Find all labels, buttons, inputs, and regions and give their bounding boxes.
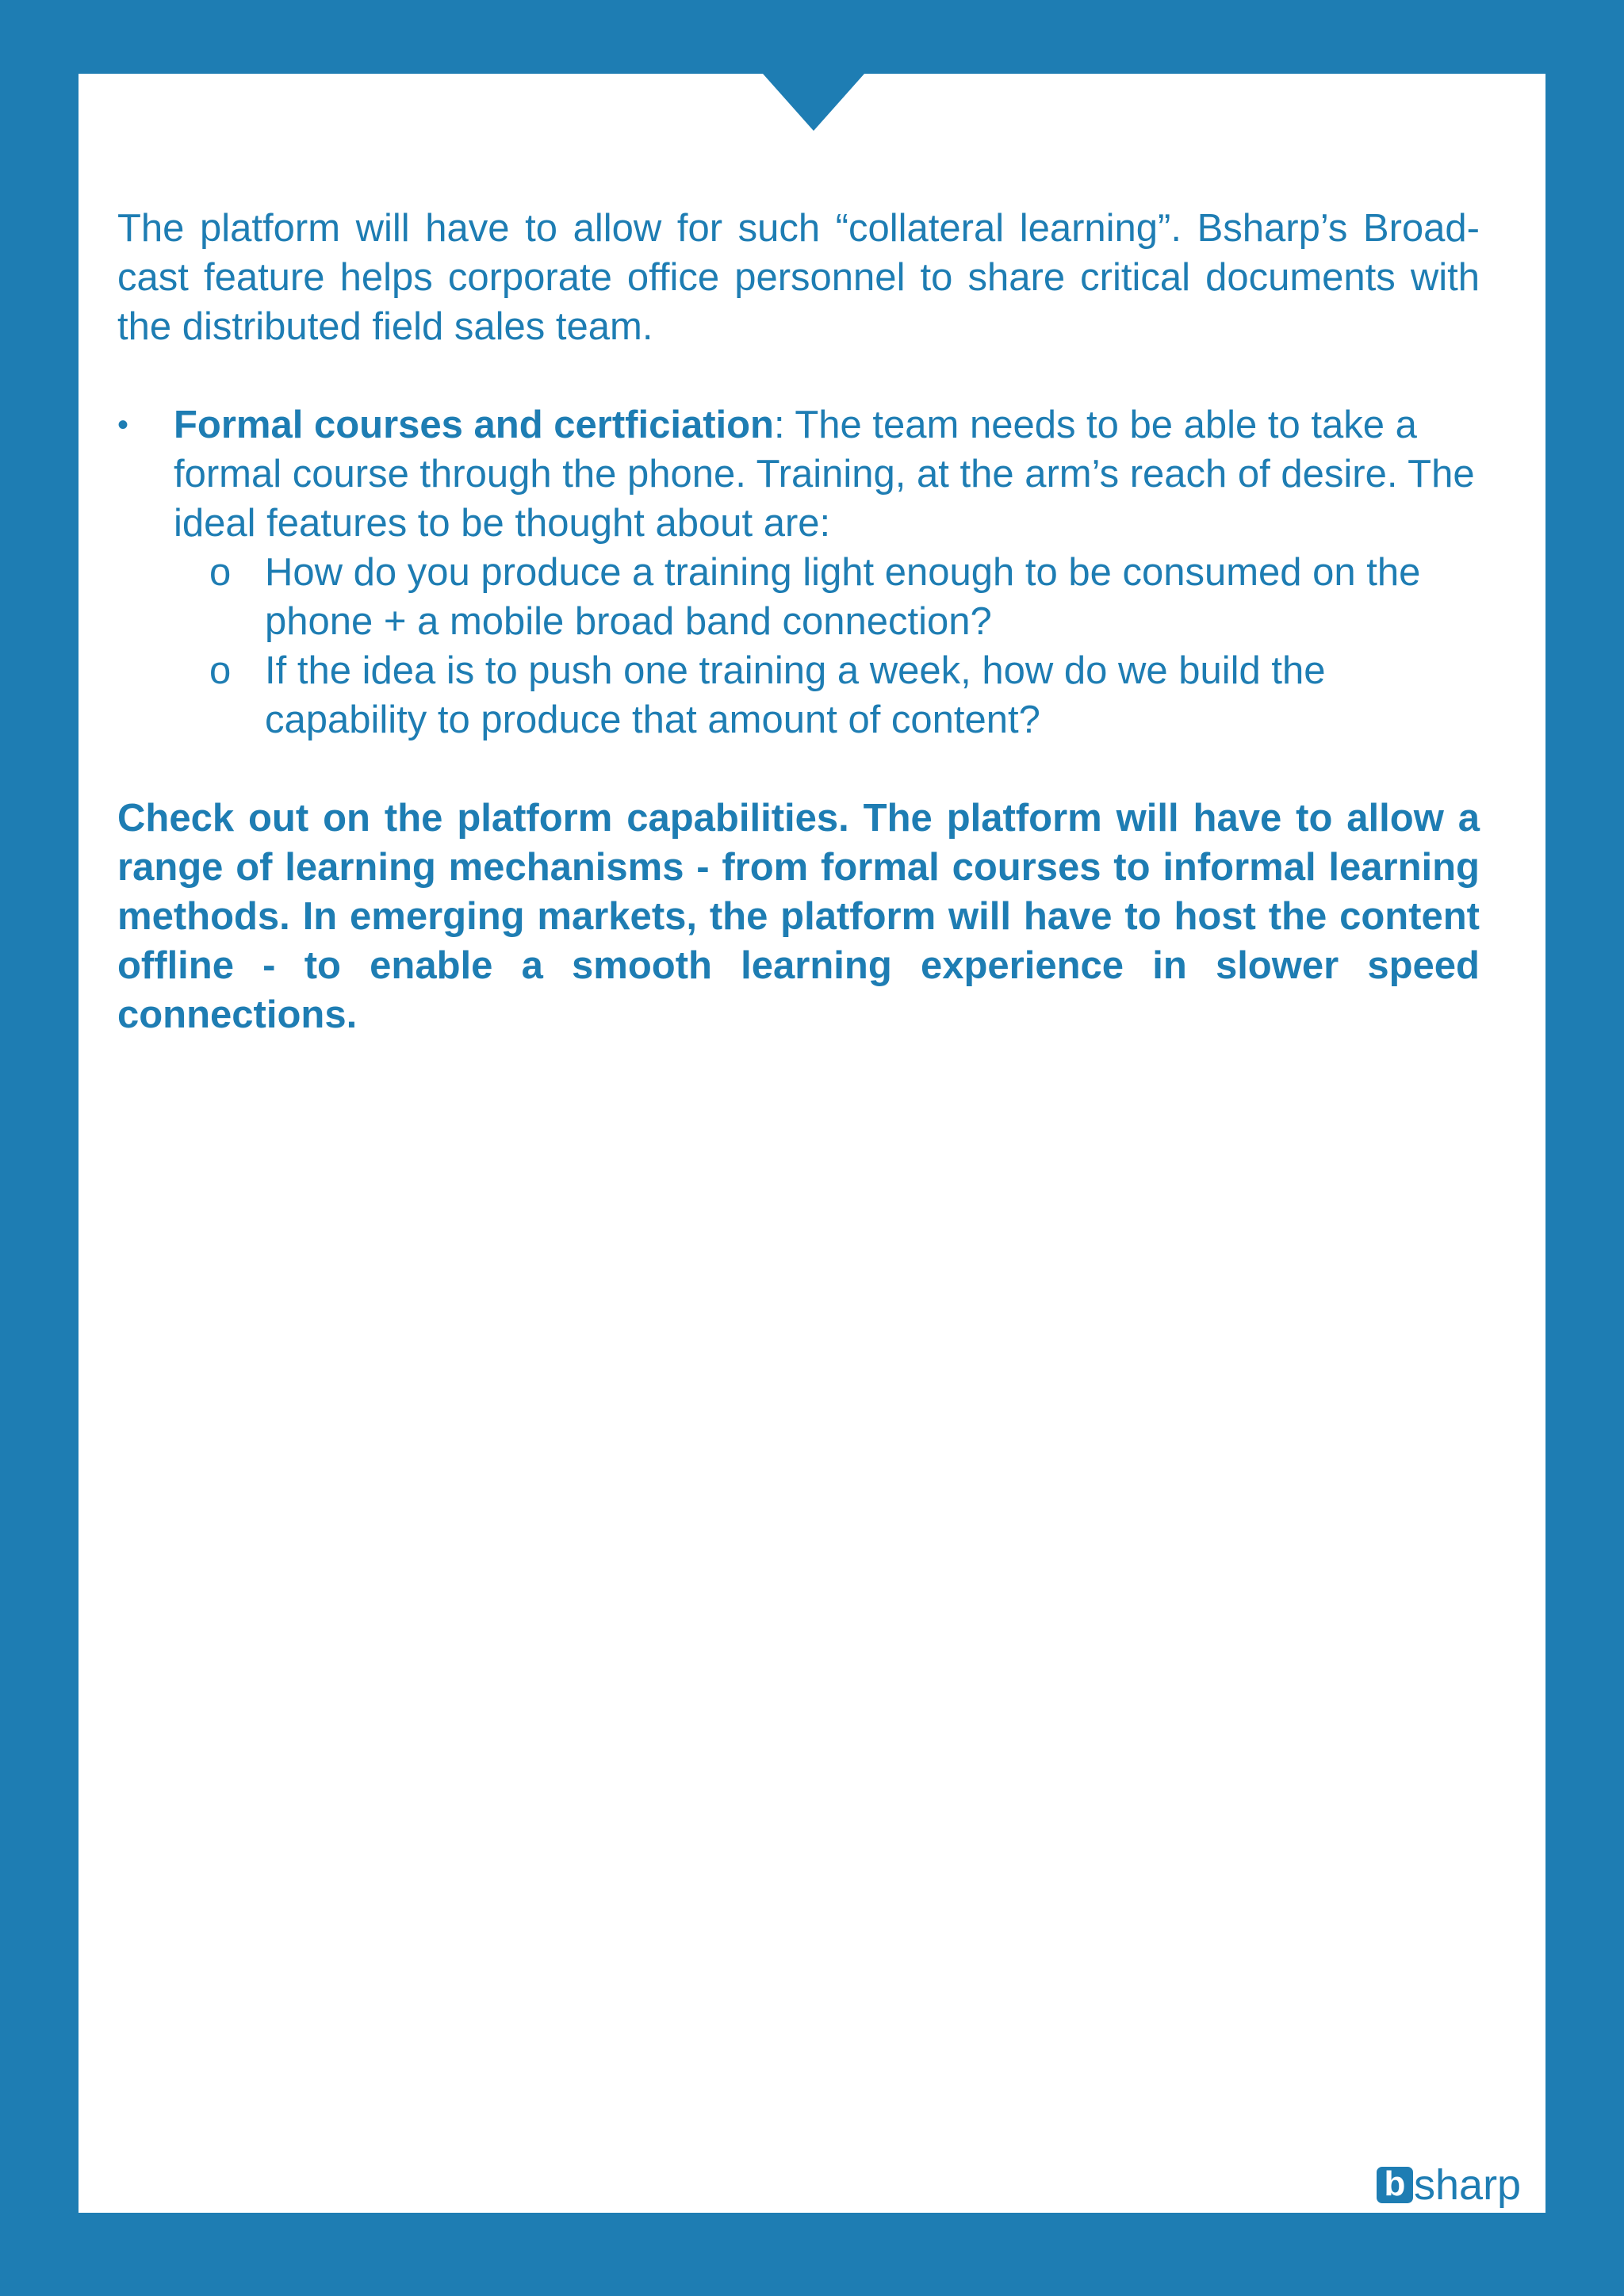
sub-item-marker: o	[209, 649, 232, 692]
sub-item-text: If the idea is to push one training a week, how do we build the capability to produce that amount of content?	[265, 649, 1326, 741]
bullet-marker: •	[117, 408, 129, 442]
sub-item-text: How do you produce a training light enough to be consumed on the phone + a mobile broad band connection?	[265, 551, 1421, 643]
bullet-title: Formal courses and certficiation	[174, 404, 774, 446]
closing-paragraph: Check out on the platform capabilities. The platform will have to allow a range of learning mechanisms - from formal courses to informal learning methods. In emerging markets, the platform will have to host the content offline - to enable a smooth learning experience in slower speed connections.	[117, 797, 1480, 1036]
logo-wordmark: sharp	[1414, 2161, 1522, 2209]
page-notch	[763, 74, 864, 131]
sub-item	[174, 548, 1480, 646]
intro-paragraph: The platform will have to allow for such “collateral learning”. Bsharp’s Broad-cast feature helps corporate office personnel to share critical documents with the distributed field sales team.	[117, 207, 1480, 348]
logo-letter-box: b	[1377, 2167, 1413, 2203]
bullet-text: : The team needs to be able to take a formal course through the phone. Training, at the arm’s reach of desire. The ideal features to be thought about are:	[174, 404, 1475, 545]
sub-item-marker: o	[209, 551, 232, 594]
document-page	[79, 74, 1545, 2213]
bsharp-logo	[1377, 2161, 1521, 2209]
bullet-item-formal-courses	[117, 400, 1480, 744]
sub-item	[174, 646, 1480, 744]
sub-list	[174, 548, 1480, 744]
page-content	[117, 204, 1480, 1078]
